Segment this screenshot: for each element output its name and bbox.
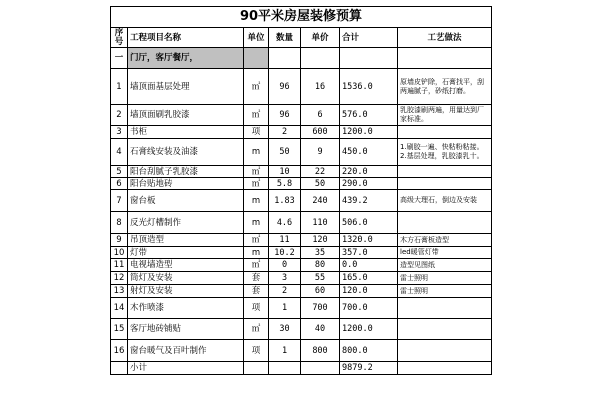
cell-seq: 5 [111,166,128,178]
cell-name: 吊顶造型 [128,234,244,247]
cell-qty: 4.6 [269,212,301,234]
header-item: 工程项目名称 [128,28,244,48]
cell-qty: 1 [269,298,301,319]
header-method: 工艺做法 [398,28,492,48]
cell-method [398,126,492,139]
header-total: 合计 [340,28,398,48]
cell-method: 1.刷胶一遍、快粘粉粘接。2.基层处理，乳胶漆乳十。 [398,139,492,166]
cell-total: 165.0 [340,272,398,285]
cell-total: 220.0 [340,166,398,178]
header-price: 单价 [301,28,340,48]
cell-unit: 项 [244,298,269,319]
cell-seq: 11 [111,259,128,272]
title-row [111,7,492,28]
cell-seq: 9 [111,234,128,247]
cell-name: 射灯及安装 [128,285,244,298]
cell-method [398,340,492,362]
cell-price: 35 [301,247,340,259]
cell-unit: ㎡ [244,259,269,272]
table-row [111,272,492,285]
cell-method [398,212,492,234]
cell-method: 原墙皮铲除，石膏找平，刮两遍腻子，砂纸打磨。 [398,69,492,105]
table-row [111,259,492,272]
cell-seq: 6 [111,178,128,190]
cell-seq: 10 [111,247,128,259]
cell-price: 600 [301,126,340,139]
cell-name: 木作喷漆 [128,298,244,319]
cell-name: 窗台暖气及百叶制作 [128,340,244,362]
table-row [111,190,492,212]
cell-name: 石膏线安装及油漆 [128,139,244,166]
cell-qty: 1.83 [269,190,301,212]
cell-price: 80 [301,259,340,272]
subtotal-row [111,362,492,375]
cell-method: 造型见图纸 [398,259,492,272]
cell-seq: 8 [111,212,128,234]
cell-unit: ㎡ [244,69,269,105]
cell-qty: 5.8 [269,178,301,190]
section-empty-method [398,48,492,69]
table-row [111,139,492,166]
cell-name: 阳台刮腻子乳胶漆 [128,166,244,178]
table-row [111,166,492,178]
cell-total: 120.0 [340,285,398,298]
cell-unit: m [244,212,269,234]
cell-unit: ㎡ [244,105,269,126]
subtotal-empty-qty [269,362,301,375]
cell-qty: 2 [269,285,301,298]
cell-unit: m [244,247,269,259]
cell-qty: 0 [269,259,301,272]
table-row [111,69,492,105]
cell-method: 雷士照明 [398,272,492,285]
cell-total: 1536.0 [340,69,398,105]
cell-unit: m [244,139,269,166]
cell-method [398,319,492,340]
cell-total: 290.0 [340,178,398,190]
table-row [111,319,492,340]
section-shade-unit [244,48,269,69]
section-seq: 一 [111,48,128,69]
cell-price: 16 [301,69,340,105]
cell-unit: ㎡ [244,234,269,247]
cell-name: 墙顶面刷乳胶漆 [128,105,244,126]
table-row [111,105,492,126]
cell-name: 客厅地砖铺贴 [128,319,244,340]
cell-unit: m [244,190,269,212]
subtotal-empty-unit [244,362,269,375]
cell-qty: 30 [269,319,301,340]
table-row [111,212,492,234]
cell-method: 高级大理石，倒边及安装 [398,190,492,212]
cell-total: 506.0 [340,212,398,234]
cell-method: led暖管灯带 [398,247,492,259]
budget-sheet [110,6,491,375]
cell-price: 120 [301,234,340,247]
subtotal-label: 小计 [128,362,244,375]
cell-total: 800.0 [340,340,398,362]
cell-method [398,298,492,319]
cell-unit: ㎡ [244,178,269,190]
cell-name: 墙顶面基层处理 [128,69,244,105]
cell-qty: 96 [269,69,301,105]
cell-total: 1200.0 [340,319,398,340]
section-empty-total [340,48,398,69]
cell-method [398,166,492,178]
cell-seq: 12 [111,272,128,285]
budget-table [110,6,492,375]
cell-qty: 2 [269,126,301,139]
table-row [111,285,492,298]
cell-price: 60 [301,285,340,298]
cell-name: 灯带 [128,247,244,259]
section-empty-price [301,48,340,69]
subtotal-total: 9879.2 [340,362,398,375]
header-seq [111,28,128,48]
cell-qty: 10 [269,166,301,178]
cell-price: 700 [301,298,340,319]
header-seq-line2: 号 [114,36,124,47]
cell-name: 电视墙造型 [128,259,244,272]
header-unit: 单位 [244,28,269,48]
cell-price: 50 [301,178,340,190]
cell-total: 1320.0 [340,234,398,247]
cell-seq: 3 [111,126,128,139]
section-empty-qty [269,48,301,69]
cell-seq: 16 [111,340,128,362]
cell-price: 240 [301,190,340,212]
cell-name: 反光灯槽制作 [128,212,244,234]
cell-unit: ㎡ [244,319,269,340]
cell-qty: 11 [269,234,301,247]
cell-qty: 96 [269,105,301,126]
cell-seq: 7 [111,190,128,212]
cell-seq: 1 [111,69,128,105]
cell-method: 木方石膏板造型 [398,234,492,247]
cell-unit: 套 [244,285,269,298]
cell-method: 雷士照明 [398,285,492,298]
cell-method: 乳胶漆刷两遍，用量达到厂家标准。 [398,105,492,126]
cell-qty: 50 [269,139,301,166]
header-seq-line1: 序 [114,27,124,38]
cell-total: 439.2 [340,190,398,212]
cell-price: 55 [301,272,340,285]
subtotal-empty-seq [111,362,128,375]
cell-seq: 14 [111,298,128,319]
section-row [111,48,492,69]
cell-total: 357.0 [340,247,398,259]
table-row [111,234,492,247]
cell-qty: 10.2 [269,247,301,259]
cell-price: 6 [301,105,340,126]
cell-total: 1200.0 [340,126,398,139]
cell-price: 40 [301,319,340,340]
table-row [111,247,492,259]
cell-qty: 3 [269,272,301,285]
header-row [111,28,492,48]
subtotal-empty-price [301,362,340,375]
cell-total: 450.0 [340,139,398,166]
cell-name: 阳台贴地砖 [128,178,244,190]
cell-qty: 1 [269,340,301,362]
cell-total: 0.0 [340,259,398,272]
subtotal-empty-method [398,362,492,375]
header-qty: 数量 [269,28,301,48]
table-row [111,298,492,319]
table-row [111,178,492,190]
cell-seq: 15 [111,319,128,340]
cell-seq: 4 [111,139,128,166]
cell-total: 700.0 [340,298,398,319]
cell-name: 书柜 [128,126,244,139]
cell-price: 110 [301,212,340,234]
cell-price: 800 [301,340,340,362]
cell-price: 9 [301,139,340,166]
cell-seq: 13 [111,285,128,298]
cell-unit: 项 [244,126,269,139]
section-name: 门厅，客厅餐厅， [128,48,244,69]
cell-name: 筒灯及安装 [128,272,244,285]
sheet-title: 90平米房屋装修预算 [111,7,492,28]
table-row [111,126,492,139]
cell-unit: 套 [244,272,269,285]
cell-unit: 项 [244,340,269,362]
cell-seq: 2 [111,105,128,126]
cell-total: 576.0 [340,105,398,126]
table-row [111,340,492,362]
cell-method [398,178,492,190]
cell-unit: ㎡ [244,166,269,178]
cell-name: 窗台板 [128,190,244,212]
cell-price: 22 [301,166,340,178]
